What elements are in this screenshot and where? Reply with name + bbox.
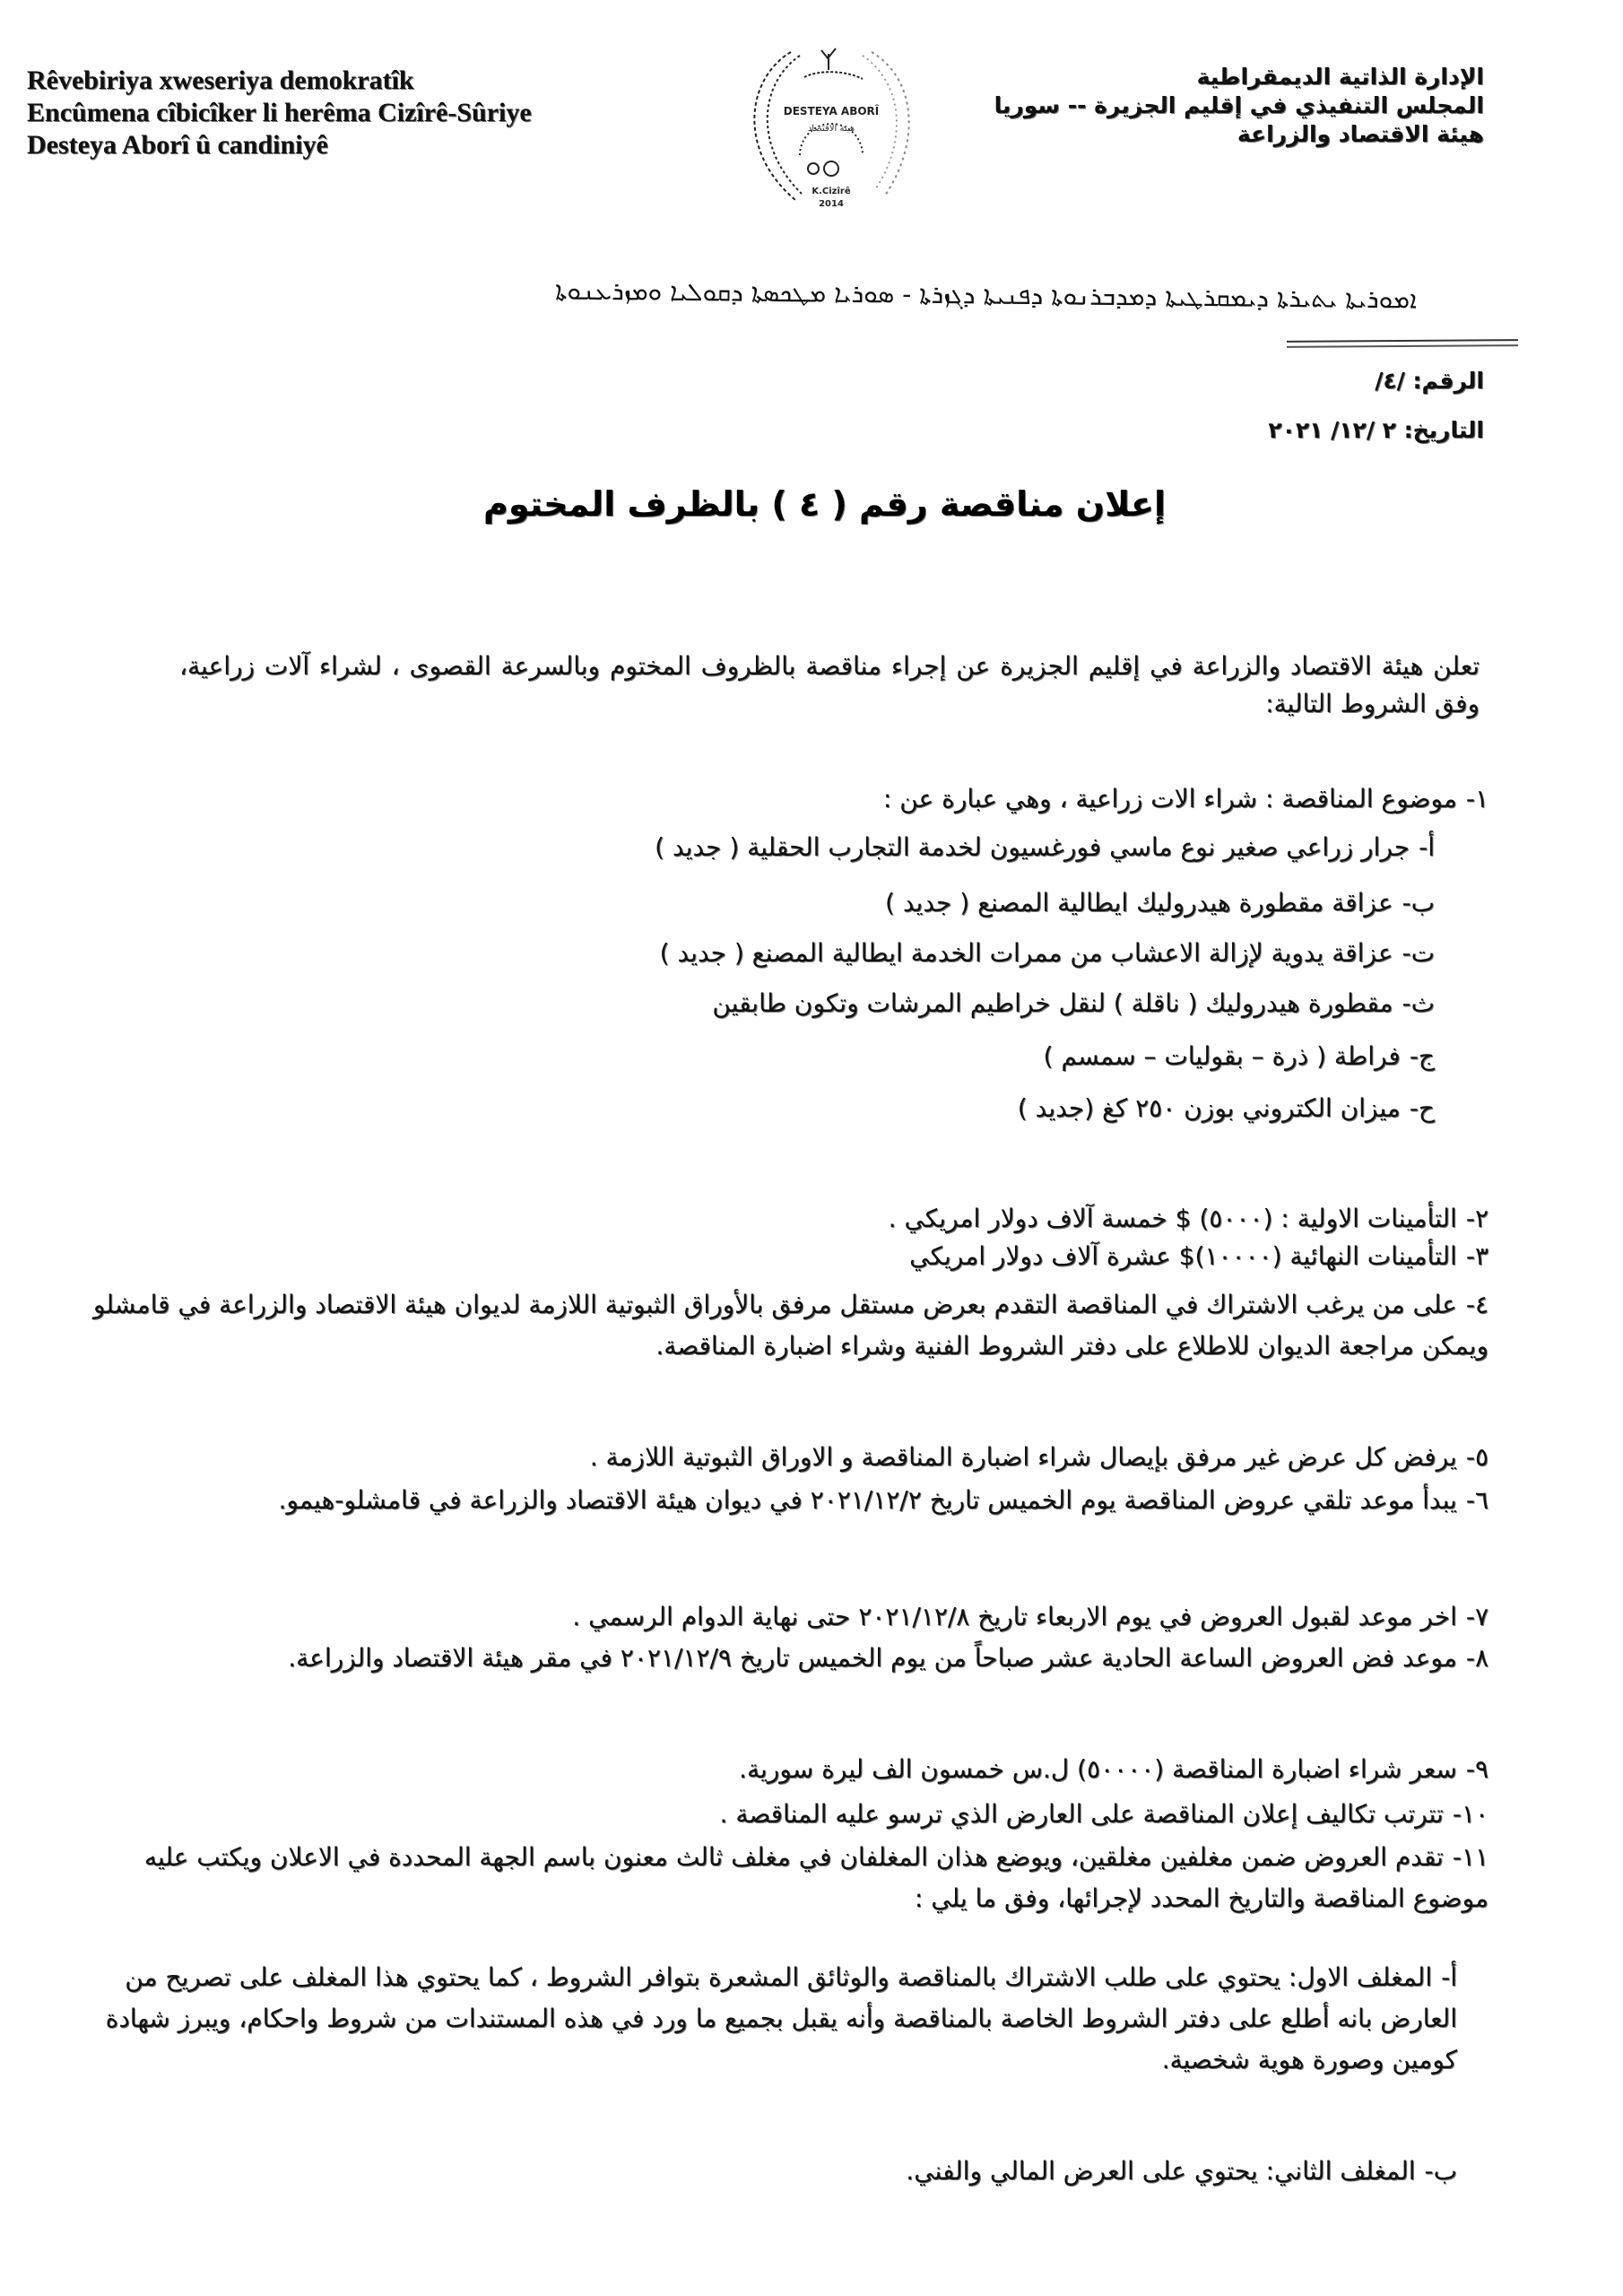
condition-text: موضوع المناقصة : شراء الات زراعية ، وهي عبارة عن : xyxy=(882,784,1457,813)
condition-text: اخر موعد لقبول العروض في يوم الاربعاء تاريخ ٢٠٢١/١٢/٨ حتى نهاية الدوام الرسمي . xyxy=(572,1602,1457,1631)
condition-number: ١- xyxy=(1465,784,1488,813)
condition-number: ١١- xyxy=(1452,1842,1488,1872)
kurdish-letterhead xyxy=(27,65,532,161)
syriac-letterhead: ܐܡܘܪܝܬܐ ܝܬܝܪܬܐ ܕܝܡܩܪܛܝܬܐ ܕܡܕܒܪܢܘܬܐ ܕܦܢܝܬܐ ܕܓܙܪܬܐ - ܣܘܪܝܐ ܡܛܟܣܬܐ ܕܩܘܠܝܐ ܘܡܙܪܥܢܘܬܐ xyxy=(554,275,1418,315)
condition-number: ب- xyxy=(1402,888,1435,918)
condition-number: أ- xyxy=(1441,1962,1457,1992)
arabic-letterhead xyxy=(994,63,1484,149)
condition-number: ٩- xyxy=(1465,1754,1488,1784)
logo-bottom-text: K.Cizîrê xyxy=(812,187,851,196)
condition-number: ١٠- xyxy=(1452,1799,1488,1829)
condition-number: ٢- xyxy=(1465,1204,1488,1233)
condition-number: ج- xyxy=(1409,1041,1435,1071)
condition-item xyxy=(233,983,1435,1024)
condition-item xyxy=(90,1837,1488,1919)
condition-item xyxy=(90,1749,1488,1790)
condition-text: يبدأ موعد تلقي عروض المناقصة يوم الخميس تاريخ ٢٠٢١/١٢/٢ في ديوان هيئة الاقتصاد والزراعة في قامشلو-هيمو. xyxy=(278,1485,1457,1515)
logo-year: 2014 xyxy=(819,199,844,209)
condition-item xyxy=(85,2151,1457,2192)
letterhead-line: المجلس التنفيذي في إقليم الجزيرة -- سوريا xyxy=(994,92,1484,118)
condition-item xyxy=(233,883,1435,924)
condition-text: التأمينات النهائية (١٠٠٠٠)$ عشرة آلاف دولار امريكي xyxy=(909,1241,1457,1271)
document-date xyxy=(1268,417,1484,443)
header-divider xyxy=(1287,339,1518,348)
condition-item xyxy=(90,1480,1488,1521)
condition-item xyxy=(233,827,1435,868)
condition-text: فراطة ( ذرة – بقوليات – سمسم ) xyxy=(1043,1041,1401,1071)
condition-text: المغلف الاول: يحتوي على طلب الاشتراك بالمناقصة والوثائق المشعرة بتوافر الشروط ، كما يحتوي هذا المغلف على تصريح من العارض بانه أطلع على دفتر الشروط الخاصة بالمناقصة وأنه يقبل بجميع ما ورد في هذه المستندات من شروط واحكام، ويبرز شهادة كومين وصورة هوية شخصية. xyxy=(105,1962,1457,2074)
condition-number: ٥- xyxy=(1465,1442,1488,1472)
letterhead-line: الإدارة الذاتية الديمقراطية xyxy=(1196,64,1484,90)
condition-number: ٦- xyxy=(1465,1485,1488,1515)
condition-number: أ- xyxy=(1419,832,1435,862)
condition-number: ٧- xyxy=(1465,1602,1488,1631)
condition-number: ٨- xyxy=(1465,1643,1488,1673)
condition-item xyxy=(233,778,1488,820)
condition-text: جرار زراعي صغير نوع ماسي فورغسيون لخدمة التجارب الحقلية ( جديد ) xyxy=(655,832,1410,862)
condition-item xyxy=(233,1198,1488,1239)
condition-text: التأمينات الاولية : (٥٠٠٠) $ خمسة آلاف دولار امريكي . xyxy=(888,1204,1457,1233)
condition-item xyxy=(90,1638,1488,1679)
page-title: إعلان مناقصة رقم ( ٤ ) بالظرف المختوم xyxy=(482,484,1166,524)
condition-text: المغلف الثاني: يحتوي على العرض المالي والفني. xyxy=(906,2156,1416,2186)
condition-text: عزاقة يدوية لإزالة الاعشاب من ممرات الخدمة ايطالية المصنع ( جديد ) xyxy=(659,938,1393,968)
logo-arabic-text: هيئة الاقتصاد xyxy=(807,124,855,134)
reference-number xyxy=(1375,368,1484,394)
condition-number: ٣- xyxy=(1465,1241,1488,1271)
letterhead-line: Rêvebiriya xweseriya demokratîk xyxy=(27,65,414,95)
letterhead-line: Desteya Aborî û candiniyê xyxy=(27,130,328,160)
condition-text: على من يرغب الاشتراك في المناقصة التقدم بعرض مستقل مرفق بالأوراق الثبوتية اللازمة لديوان هيئة الاقتصاد والزراعة في قامشلو ويمكن مراجعة الديوان للاطلاع على دفتر الشروط الفنية وشراء اضبارة المناقصة. xyxy=(92,1290,1488,1361)
condition-item xyxy=(233,1088,1435,1129)
condition-item xyxy=(85,1957,1457,2081)
condition-item xyxy=(233,1236,1488,1277)
condition-number: ح- xyxy=(1409,1093,1435,1123)
condition-text: يرفض كل عرض غير مرفق بإيصال شراء اضبارة المناقصة و الاوراق الثبوتية اللازمة . xyxy=(589,1442,1457,1472)
date-value: ٢ /١٢/ ٢٠٢١ xyxy=(1268,417,1396,443)
condition-item xyxy=(233,1036,1435,1077)
ref-value: /٤/ xyxy=(1375,368,1405,394)
condition-text: مقطورة هيدروليك ( ناقلة ) لنقل خراطيم المرشات وتكون طابقين xyxy=(712,988,1393,1018)
letterhead-line: هيئة الاقتصاد والزراعة xyxy=(1237,121,1484,147)
wreath-emblem-icon xyxy=(728,34,934,213)
ref-label: الرقم: xyxy=(1412,368,1484,394)
letterhead-line: Encûmena cîbicîker li herêma Cizîrê-Sûriye xyxy=(27,98,532,127)
condition-number: ب- xyxy=(1424,2156,1457,2186)
logo-top-text: DESTEYA ABORÎ xyxy=(783,105,880,117)
condition-item xyxy=(90,1284,1488,1367)
condition-text: موعد فض العروض الساعة الحادية عشر صباحاً من يوم الخميس تاريخ ٢٠٢١/١٢/٩ في مقر هيئة الاقتصاد والزراعة. xyxy=(288,1643,1457,1673)
condition-text: تقدم العروض ضمن مغلفين مغلقين، ويوضع هذان المغلفان في مغلف ثالث معنون باسم الجهة المحددة في الاعلان ويكتب عليه موضوع المناقصة والتاريخ المحدد لإجرائها، وفق ما يلي : xyxy=(143,1842,1488,1913)
condition-text: عزاقة مقطورة هيدروليك ايطالية المصنع ( جديد ) xyxy=(885,888,1393,918)
date-label: التاريخ: xyxy=(1403,417,1484,443)
intro-paragraph: تعلن هيئة الاقتصاد والزراعة في إقليم الجزيرة عن إجراء مناقصة بالظروف المختوم وبالسرعة القصوى ، لشراء آلات زراعية، وفق الشروط التالية: xyxy=(179,651,1480,718)
condition-number: ت- xyxy=(1402,938,1435,968)
condition-text: تترتب تكاليف إعلان المناقصة على العارض الذي ترسو عليه المناقصة . xyxy=(719,1799,1444,1829)
condition-item xyxy=(90,1437,1488,1478)
condition-item xyxy=(233,933,1435,974)
condition-number: ث- xyxy=(1402,988,1435,1018)
condition-number: ٤- xyxy=(1465,1290,1488,1319)
condition-text: ميزان الكتروني بوزن ٢٥٠ كغ (جديد ) xyxy=(1017,1093,1401,1123)
condition-text: سعر شراء اضبارة المناقصة (٥٠٠٠٠) ل.س خمسون الف ليرة سورية. xyxy=(739,1754,1457,1784)
condition-item xyxy=(90,1596,1488,1638)
condition-item xyxy=(90,1794,1488,1835)
